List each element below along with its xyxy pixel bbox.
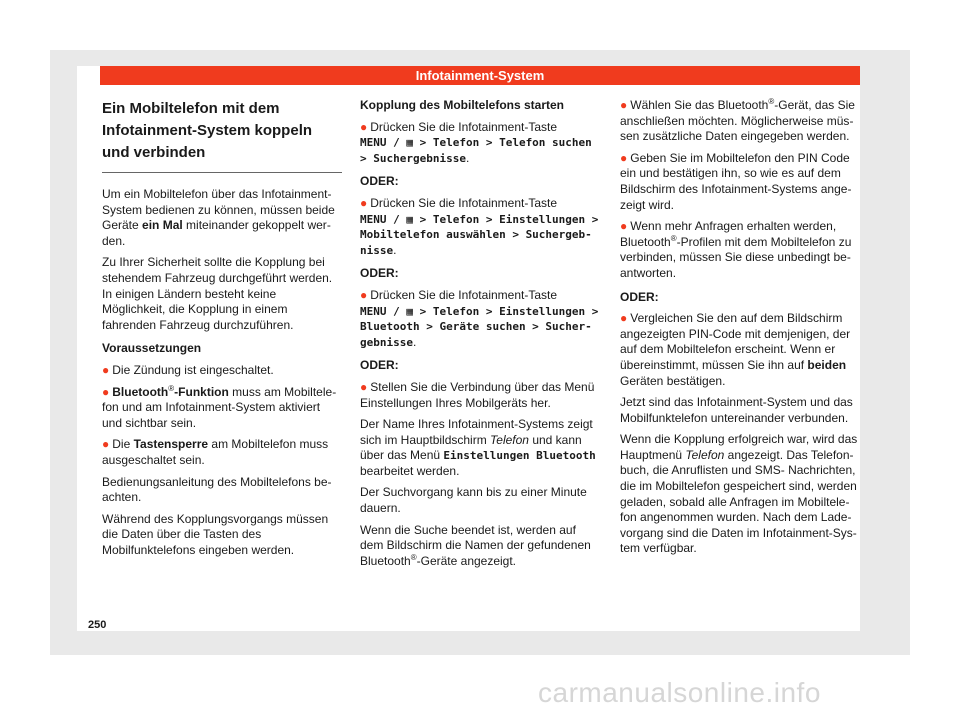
bullet-item: ● Wenn mehr Anfragen erhalten werden, Bluetooth®-Profilen mit dem Mobiltelefon zu verbinden, müssen Sie diese unbedingt beantworten. — [620, 219, 852, 280]
or-label: ODER: — [360, 174, 399, 189]
bullet-item: ● Die Zündung ist eingeschaltet. — [102, 362, 274, 377]
bullet-item: ● Geben Sie im Mobiltelefon den PIN Code ein und bestätigen ihn, so wie es auf dem Bildschirm des Infotainment-Systems angezeigt wird. — [620, 150, 852, 212]
bullet-item: ● Wählen Sie das Bluetooth®-Gerät, das Sie anschließen möchten. Möglicherweise müssen zusätzliche Daten eingegeben werden. — [620, 97, 855, 144]
bullet-item: ● Drücken Sie die Infotainment-Taste MENU / ▦ > Telefon > Einstellungen > Bluetooth > Geräte suchen > Suchergebnisse. — [360, 287, 599, 349]
bullet-icon: ● — [620, 311, 628, 326]
bullet-icon: ● — [620, 98, 628, 112]
menu-path: MENU / ▦ > Telefon > Telefon suchen > Suchergebnisse — [360, 136, 592, 165]
safety-paragraph: Zu Ihrer Sicherheit sollte die Kopplung bei stehendem Fahrzeug durchgeführt werden. In einigen Ländern besteht keine Möglichkeit, die Kopplung in einem fahrenden Fahrzeug durchzuführen. — [102, 255, 333, 332]
bullet-icon: ● — [360, 195, 368, 210]
column-left — [102, 98, 342, 564]
section-title: Ein Mobiltelefon mit dem Infotainment-System koppeln und verbinden — [102, 98, 342, 173]
column-right — [620, 98, 858, 563]
bullet-item: ● Vergleichen Sie den auf dem Bildschirm angezeigten PIN-Code mit demjenigen, der auf dem Mobiltelefon erscheint. Wenn er übereinstimmt, müssen Sie ihn auf beiden Geräten bestätigen. — [620, 311, 851, 388]
chapter-header: Infotainment-System — [100, 66, 860, 85]
menu-path: MENU / ▦ > Telefon > Einstellungen > Mobiltelefon auswählen > Suchergebnisse — [360, 212, 599, 257]
bullet-item: ● Die Tastensperre am Mobiltelefon muss ausgeschaltet sein. — [102, 437, 329, 467]
prerequisites-heading: Voraussetzungen — [102, 341, 202, 356]
manual-note: Bedienungsanleitung des Mobiltelefons beachten. — [102, 474, 332, 505]
menu-path: MENU / ▦ > Telefon > Einstellungen > Bluetooth > Geräte suchen > Suchergebnisse — [360, 304, 599, 349]
bullet-icon: ● — [102, 362, 110, 377]
search-duration-paragraph: Der Suchvorgang kann bis zu einer Minute dauern. — [360, 485, 587, 516]
bullet-icon: ● — [102, 437, 110, 452]
bullet-icon: ● — [102, 384, 110, 399]
bullet-icon: ● — [620, 219, 628, 234]
name-paragraph: Der Name Ihres Infotainment-Systems zeigt sich im Hauptbildschirm Telefon und kann über das Menü Einstellungen Bluetooth bearbeitet werden. — [360, 417, 596, 478]
watermark: carmanualsonline.info — [538, 677, 821, 708]
bullet-icon: ● — [620, 150, 628, 165]
bullet-item: ● Stellen Sie die Verbindung über das Menü Einstellungen Ihres Mobilgeräts her. — [360, 379, 595, 410]
or-label: ODER: — [620, 289, 659, 304]
bullet-item: ● Drücken Sie die Infotainment-Taste MENU / ▦ > Telefon > Einstellungen > Mobiltelefon auswählen > Suchergebnisse. — [360, 195, 599, 257]
bullet-item: ● Drücken Sie die Infotainment-Taste MENU / ▦ > Telefon > Telefon suchen > Suchergebnisse. — [360, 119, 592, 165]
column-middle — [360, 98, 600, 575]
bullet-icon: ● — [360, 119, 368, 134]
pairing-heading: Kopplung des Mobiltelefons starten — [360, 98, 565, 112]
bullet-item: ● Bluetooth®-Funktion muss am Mobiltelefon und am Infotainment-System aktiviert und sichtbar sein. — [102, 383, 337, 430]
bullet-icon: ● — [360, 287, 368, 302]
connected-paragraph: Jetzt sind das Infotainment-System und das Mobilfunktelefon untereinander verbunden. — [620, 395, 853, 425]
or-label: ODER: — [360, 358, 399, 373]
intro-paragraph: Um ein Mobiltelefon über das Infotainment-System bedienen zu können, müssen beide Geräte ein Mal miteinander gekoppelt werden. — [102, 187, 335, 248]
search-result-paragraph: Wenn die Suche beendet ist, werden auf dem Bildschirm die Namen der gefundenen Bluetooth®-Geräte angezeigt. — [360, 522, 591, 568]
or-label: ODER: — [360, 266, 399, 281]
success-paragraph: Wenn die Kopplung erfolgreich war, wird das Hauptmenü Telefon angezeigt. Das Telefonbuch, die Anruflisten und SMS- Nachrichten, die im Mobiltelefon gespeichert sind, werden geladen, sobald alle Anfragen im Mobiltelefon angenommen wurden. Nach dem Ladevorgang sind die Daten im Infotainment-System verfügbar. — [620, 432, 858, 556]
data-entry-note: Während des Kopplungsvorgangs müssen die Daten über die Tasten des Mobilfunktelefons eingeben werden. — [102, 511, 329, 557]
page-number: 250 — [88, 619, 107, 631]
bullet-icon: ● — [360, 379, 368, 394]
